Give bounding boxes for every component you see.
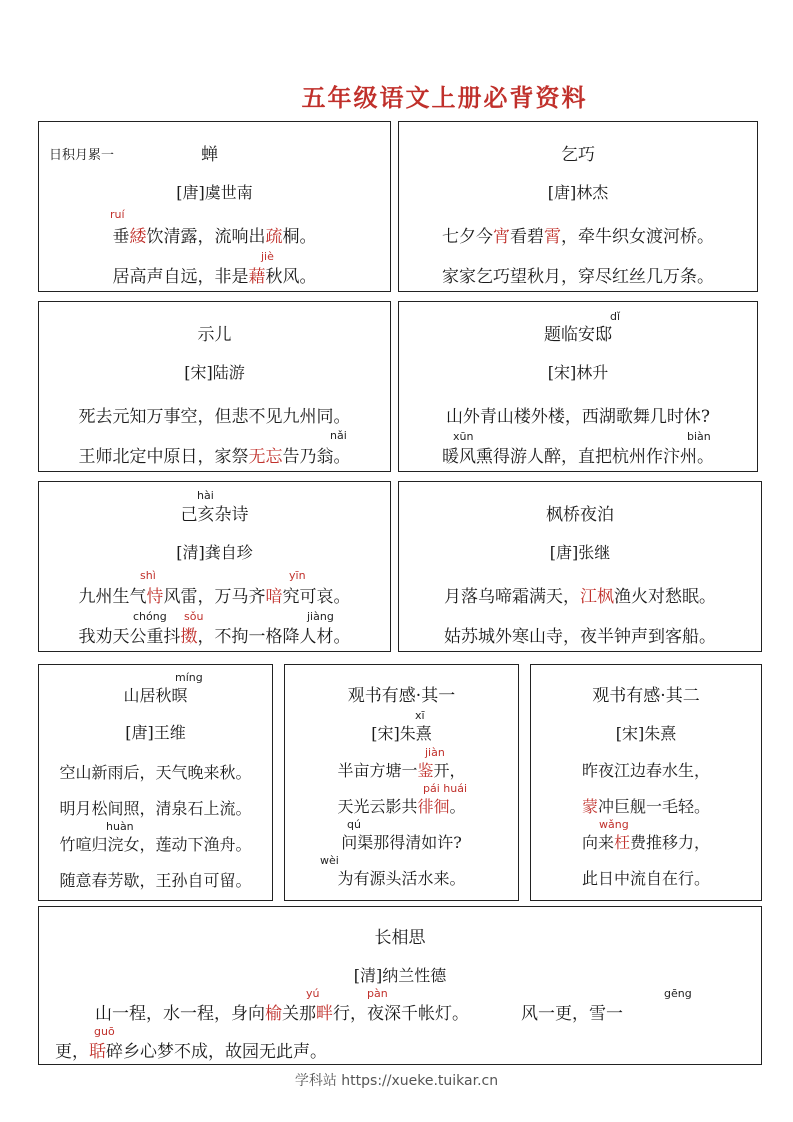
poem-line: 天光云影共徘徊。 bbox=[337, 797, 466, 816]
poem-line: 明月松间照，清泉石上流。 bbox=[59, 799, 252, 818]
poem-title: 乞巧 bbox=[561, 145, 595, 165]
pinyin-annotation: gēng bbox=[664, 987, 692, 1000]
poem-line: 为有源头活水来。 bbox=[337, 869, 466, 888]
pinyin-annotation: yú bbox=[306, 987, 320, 1000]
page-title: 五年级语文上册必背资料 bbox=[301, 83, 588, 112]
pinyin-annotation: hài bbox=[197, 489, 214, 502]
poem-line: 竹喧归浣女，莲动下渔舟。 bbox=[59, 835, 252, 854]
poem-author: [清]纳兰性德 bbox=[353, 966, 447, 985]
poem-line: 蒙冲巨舰一毛轻。 bbox=[581, 797, 711, 816]
poem-author: [清]龚自珍 bbox=[176, 543, 253, 562]
poem-author: [唐]林杰 bbox=[547, 183, 609, 202]
poem-title: 枫桥夜泊 bbox=[546, 505, 614, 525]
poem-line: 姑苏城外寒山寺，夜半钟声到客船。 bbox=[444, 627, 716, 647]
pinyin-annotation: chóng bbox=[133, 610, 167, 623]
poem-line: 七夕今宵看碧霄，牵牛织女渡河桥。 bbox=[442, 227, 714, 247]
poem-line: 家家乞巧望秋月，穿尽红丝几万条。 bbox=[442, 267, 714, 287]
poem-author: [唐]虞世南 bbox=[176, 183, 253, 202]
poem-author: [宋]朱熹 bbox=[615, 724, 677, 743]
poem-line: 更，聒碎乡心梦不成，故园无此声。 bbox=[55, 1042, 327, 1062]
poem-line: 山一程，水一程，身向榆关那畔行，夜深千帐灯。 风一更，雪一 bbox=[95, 1004, 623, 1024]
pinyin-annotation: xī bbox=[415, 709, 425, 722]
poem-title: 己亥杂诗 bbox=[180, 505, 249, 525]
poem-card-guanshu-2 bbox=[530, 664, 762, 901]
pinyin-annotation: xūn bbox=[453, 430, 474, 443]
poem-title: 观书有感·其一 bbox=[347, 686, 456, 706]
poem-line: 居高声自远，非是藉秋风。 bbox=[112, 267, 317, 287]
poem-card-guanshu-1 bbox=[284, 664, 519, 901]
pinyin-annotation: jiàn bbox=[425, 746, 445, 759]
poem-card-qiqiao bbox=[398, 121, 758, 292]
poem-card-shier bbox=[38, 301, 391, 472]
poem-card-changxiangsi bbox=[38, 906, 762, 1065]
poem-line: 半亩方塘一鉴开， bbox=[337, 761, 466, 780]
pinyin-annotation: jiè bbox=[261, 250, 274, 263]
poem-card-tilinandi bbox=[398, 301, 758, 472]
pinyin-annotation: pàn bbox=[367, 987, 388, 1000]
pinyin-annotation: biàn bbox=[687, 430, 711, 443]
poem-card-fengqiaoyebo bbox=[398, 481, 762, 652]
pinyin-annotation: huàn bbox=[106, 820, 134, 833]
pinyin-annotation: yīn bbox=[289, 569, 306, 582]
poem-title: 长相思 bbox=[374, 928, 426, 948]
poem-author: [唐]张继 bbox=[549, 543, 611, 562]
poem-line: 昨夜江边春水生， bbox=[581, 761, 710, 780]
pinyin-annotation: míng bbox=[175, 671, 203, 684]
pinyin-annotation: wèi bbox=[320, 854, 339, 867]
poem-author: [唐]王维 bbox=[125, 723, 186, 742]
poem-title: 示儿 bbox=[197, 325, 232, 345]
pinyin-annotation: dǐ bbox=[610, 310, 621, 323]
footer-source: 学科站 https://xueke.tuikar.cn bbox=[294, 1073, 499, 1089]
poem-line: 向来枉费推移力， bbox=[581, 833, 711, 852]
poem-line: 九州生气恃风雷，万马齐喑究可哀。 bbox=[78, 587, 351, 607]
pinyin-annotation: jiàng bbox=[307, 610, 334, 623]
pinyin-annotation: guō bbox=[94, 1025, 115, 1038]
pinyin-annotation: wǎng bbox=[599, 818, 629, 831]
poem-title: 蝉 bbox=[201, 145, 218, 165]
poem-title: 题临安邸 bbox=[544, 325, 612, 345]
pinyin-annotation: shì bbox=[140, 569, 156, 582]
pinyin-annotation: qú bbox=[347, 818, 361, 831]
poem-author: [宋]林升 bbox=[547, 363, 609, 382]
poem-line: 垂緌饮清露，流响出疏桐。 bbox=[112, 227, 317, 247]
pinyin-annotation: nǎi bbox=[330, 429, 347, 442]
poem-card-jihaizashi bbox=[38, 481, 391, 652]
poem-card-shanjuqiuming bbox=[38, 664, 273, 901]
poem-tag: 日积月累一 bbox=[49, 148, 115, 163]
pinyin-annotation: pái huái bbox=[423, 782, 468, 795]
poem-title: 观书有感·其二 bbox=[592, 686, 700, 706]
poem-line: 此日中流自在行。 bbox=[581, 869, 710, 888]
poem-line: 王师北定中原日，家祭无忘告乃翁。 bbox=[78, 447, 351, 467]
poem-line: 空山新雨后，天气晚来秋。 bbox=[59, 763, 252, 782]
poem-card-chan bbox=[38, 121, 391, 292]
poem-line: 死去元知万事空，但悲不见九州同。 bbox=[78, 407, 351, 427]
poem-title: 山居秋暝 bbox=[123, 686, 188, 705]
poem-line: 月落乌啼霜满天，江枫渔火对愁眠。 bbox=[444, 587, 716, 607]
pinyin-annotation: ruí bbox=[110, 208, 125, 221]
poem-author: [宋]朱熹 bbox=[371, 724, 432, 743]
poem-author: [宋]陆游 bbox=[184, 363, 245, 382]
pinyin-annotation: sǒu bbox=[184, 610, 204, 623]
poem-line: 暖风熏得游人醉，直把杭州作汴州。 bbox=[442, 447, 714, 467]
poem-line: 山外青山楼外楼，西湖歌舞几时休? bbox=[445, 407, 711, 427]
poem-line: 我劝天公重抖擞，不拘一格降人材。 bbox=[78, 627, 351, 647]
poem-line: 随意春芳歇，王孙自可留。 bbox=[59, 871, 252, 890]
poem-line: 问渠那得清如许? bbox=[341, 833, 462, 852]
